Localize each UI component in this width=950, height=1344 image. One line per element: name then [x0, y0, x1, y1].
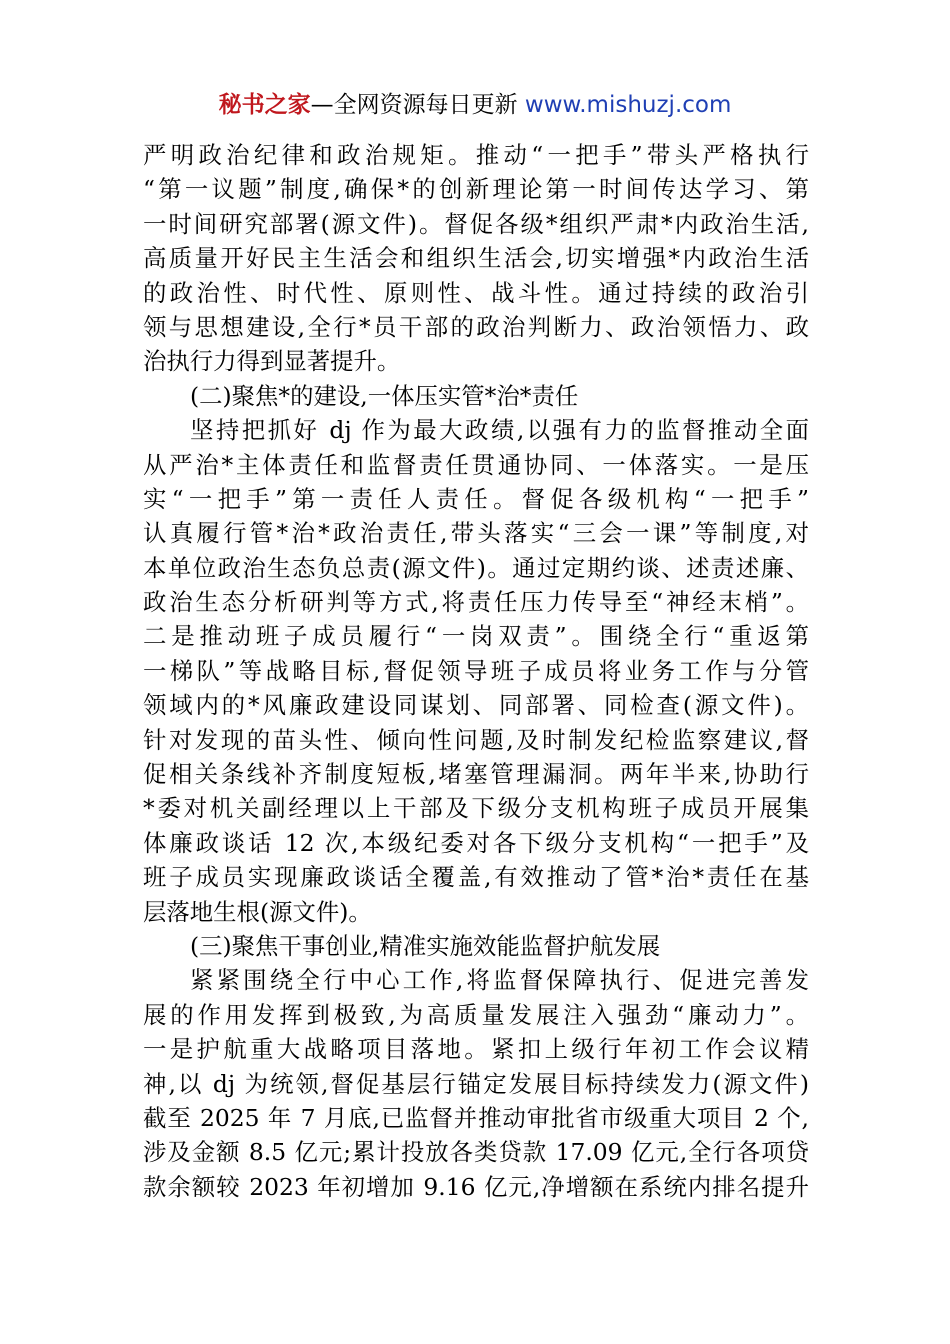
text-line: 神,以 dj 为统领,督促基层行锚定发展目标持续发力(源文件) [143, 1069, 809, 1098]
text-line: 截至 2025 年 7 月底,已监督并推动审批省市级重大项目 2 个, [143, 1103, 809, 1132]
text-line: 认真履行管*治*政治责任,带头落实“三会一课”等制度,对 [143, 519, 809, 548]
site-url-link[interactable]: www.mishuzj.com [524, 92, 732, 118]
text-line: 严明政治纪律和政治规矩。推动“一把手”带头严格执行 [143, 141, 809, 169]
text-line: 体廉政谈话 12 次,本级纪委对各下级分支机构“一把手”及 [143, 828, 809, 857]
site-header [0, 90, 950, 120]
text-line: *委对机关副经理以上干部及下级分支机构班子成员开展集 [143, 794, 809, 823]
text-line: 坚持把抓好 dj 作为最大政绩,以强有力的监督推动全面 [190, 416, 809, 445]
section-heading: (二)聚焦*的建设,一体压实管*治*责任 [190, 381, 579, 410]
text-line: 促相关条线补齐制度短板,堵塞管理漏洞。两年半来,协助行 [143, 760, 809, 789]
text-line: 紧紧围绕全行中心工作,将监督保障执行、促进完善发 [190, 966, 809, 995]
text-line: 一梯队”等战略目标,督促领导班子成员将业务工作与分管 [143, 656, 809, 685]
text-line: 一是护航重大战略项目落地。紧扣上级行年初工作会议精 [143, 1035, 809, 1064]
text-line: 款余额较 2023 年初增加 9.16 亿元,净增额在系统内排名提升 [143, 1172, 809, 1201]
text-line: 班子成员实现廉政谈话全覆盖,有效推动了管*治*责任在基 [143, 863, 809, 892]
text-line: 二是推动班子成员履行“一岗双责”。围绕全行“重返第 [143, 622, 809, 651]
brand-name: 秘书之家 [218, 92, 311, 118]
text-line: 领与思想建设,全行*员干部的政治判断力、政治领悟力、政 [143, 312, 809, 341]
document-body [143, 138, 809, 1204]
text-line: 政治生态分析研判等方式,将责任压力传导至“神经末梢”。 [143, 588, 809, 617]
header-slogan: —全网资源每日更新 [310, 92, 518, 118]
text-line: 实“一把手”第一责任人责任。督促各级机构“一把手” [143, 484, 809, 513]
text-line: 本单位政治生态负总责(源文件)。通过定期约谈、述责述廉、 [143, 553, 809, 582]
text-line: 层落地生根(源文件)。 [143, 897, 372, 926]
text-line: 的政治性、时代性、原则性、战斗性。通过持续的政治引 [143, 278, 809, 307]
text-line: 涉及金额 8.5 亿元;累计投放各类贷款 17.09 亿元,全行各项贷 [143, 1138, 809, 1167]
text-line: 高质量开好民主生活会和组织生活会,切实增强*内政治生活 [143, 244, 809, 273]
section-heading: (三)聚焦干事创业,精准实施效能监督护航发展 [190, 931, 661, 960]
text-line: 针对发现的苗头性、倾向性问题,及时制发纪检监察建议,督 [143, 725, 809, 754]
text-line: “第一议题”制度,确保*的创新理论第一时间传达学习、第 [143, 175, 809, 204]
text-line: 展的作用发挥到极致,为高质量发展注入强劲“廉动力”。 [143, 1000, 809, 1029]
text-line: 领域内的*风廉政建设同谋划、同部署、同检查(源文件)。 [143, 691, 809, 720]
text-line: 一时间研究部署(源文件)。督促各级*组织严肃*内政治生活, [143, 209, 809, 238]
text-line: 从严治*主体责任和监督责任贯通协同、一体落实。一是压 [143, 450, 809, 479]
text-line: 治执行力得到显著提升。 [143, 347, 401, 376]
